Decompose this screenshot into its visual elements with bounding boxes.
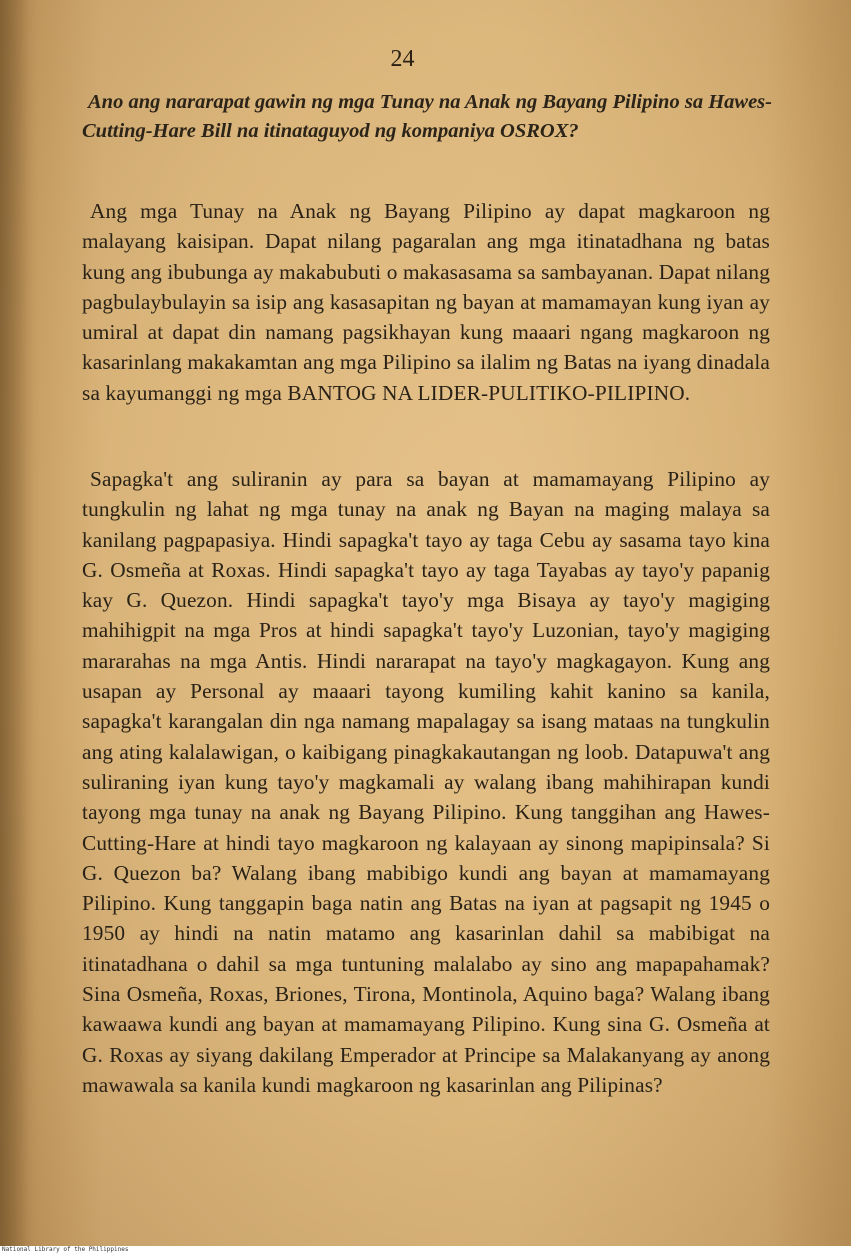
paragraph-2: Sapagka't ang suliranin ay para sa bayan at mamamayang Pilipino ay tungkulin ng lahat ng mga tunay na anak ng Bayan na maging malaya sa kanilang pagpapasiya. Hindi sapagka't tayo ay taga Cebu ay sasama tayo kina G. Osmeña at Roxas. Hindi sapagka't tayo ay taga Tayabas ay tayo'y papanig kay G. Quezon. Hindi sapagka't tayo'y mga Bisaya ay tayo'y magiging mahihigpit na mga Pros at hindi sapagka't tayo'y Luzonian, tayo'y magiging mararahas na mga Antis. Hindi nararapat na tayo'y magkagayon. Kung ang usapan ay Personal ay maaari tayong kumiling kahit kanino sa kanila, sapagka't karangalan din nga namang mapalagay sa isang mataas na tungkulin ang ating kalalawigan, o kaibigang pinagkakautangan ng loob. Datapuwa't ang suliraning iyan kung tayo'y magkamali ay walang ibang mahihirapan kundi tayong mga tunay na anak ng Bayang Pilipino. Kung tanggihan ang Hawes-Cutting-Hare at hindi tayo magkaroon ng kalayaan ay sinong mapipinsala? Si G. Quezon ba? Walang ibang mabibigo kundi ang bayan at mamamayang Pilipino. Kung tanggapin baga natin ang Batas na iyan at pagsapit ng 1945 o 1950 ay hindi na natin matamo ang kasarinlan dahil sa mabibigat na itinatadhana o dahil sa mga tuntuning malalabo ay sino ang mapapahamak? Sina Osmeña, Roxas, Briones, Tirona, Montinola, Aquino baga? Walang ibang kawaawa kundi ang bayan at mamamayang Pilipino. Kung sina G. Osmeña at G. Roxas ay siyang dakilang Emperador at Principe sa Malakanyang ay anong mawawala sa kanila kundi magkaroon ng kasarinlan ang Pilipinas? (82, 467, 770, 1097)
paragraph-1: Ang mga Tunay na Anak ng Bayang Pilipino ay dapat magkaroon ng malayang kaisipan. Dapat nilang pagaralan ang mga itinatadhana ng batas kung ang ibubunga ay makabubuti o makasasama sa sambayanan. Dapat nilang pagbulaybulayin sa isip ang kasasapitan ng bayan at mamamayan kung iyan ay umiral at dapat din namang pagsikhayan kung maaari ngang magkaroon ng kasarinlang makakamtan ang mga Pilipino sa ilalim ng Batas na iyang dinadala sa kayumanggi ng mga BANTOG NA LIDER-PULITIKO-PILIPINO. (82, 199, 770, 405)
library-credit: National Library of the Philippines (0, 1246, 851, 1253)
section-heading: Ano ang nararapat gawin ng mga Tunay na Anak ng Bayang Pilipino sa Hawes-Cutting-Hare Bill na itinataguyod ng kompaniya OSROX? (82, 91, 772, 142)
page-edge-shadow (0, 0, 40, 1246)
page-number: 24 (390, 46, 415, 72)
